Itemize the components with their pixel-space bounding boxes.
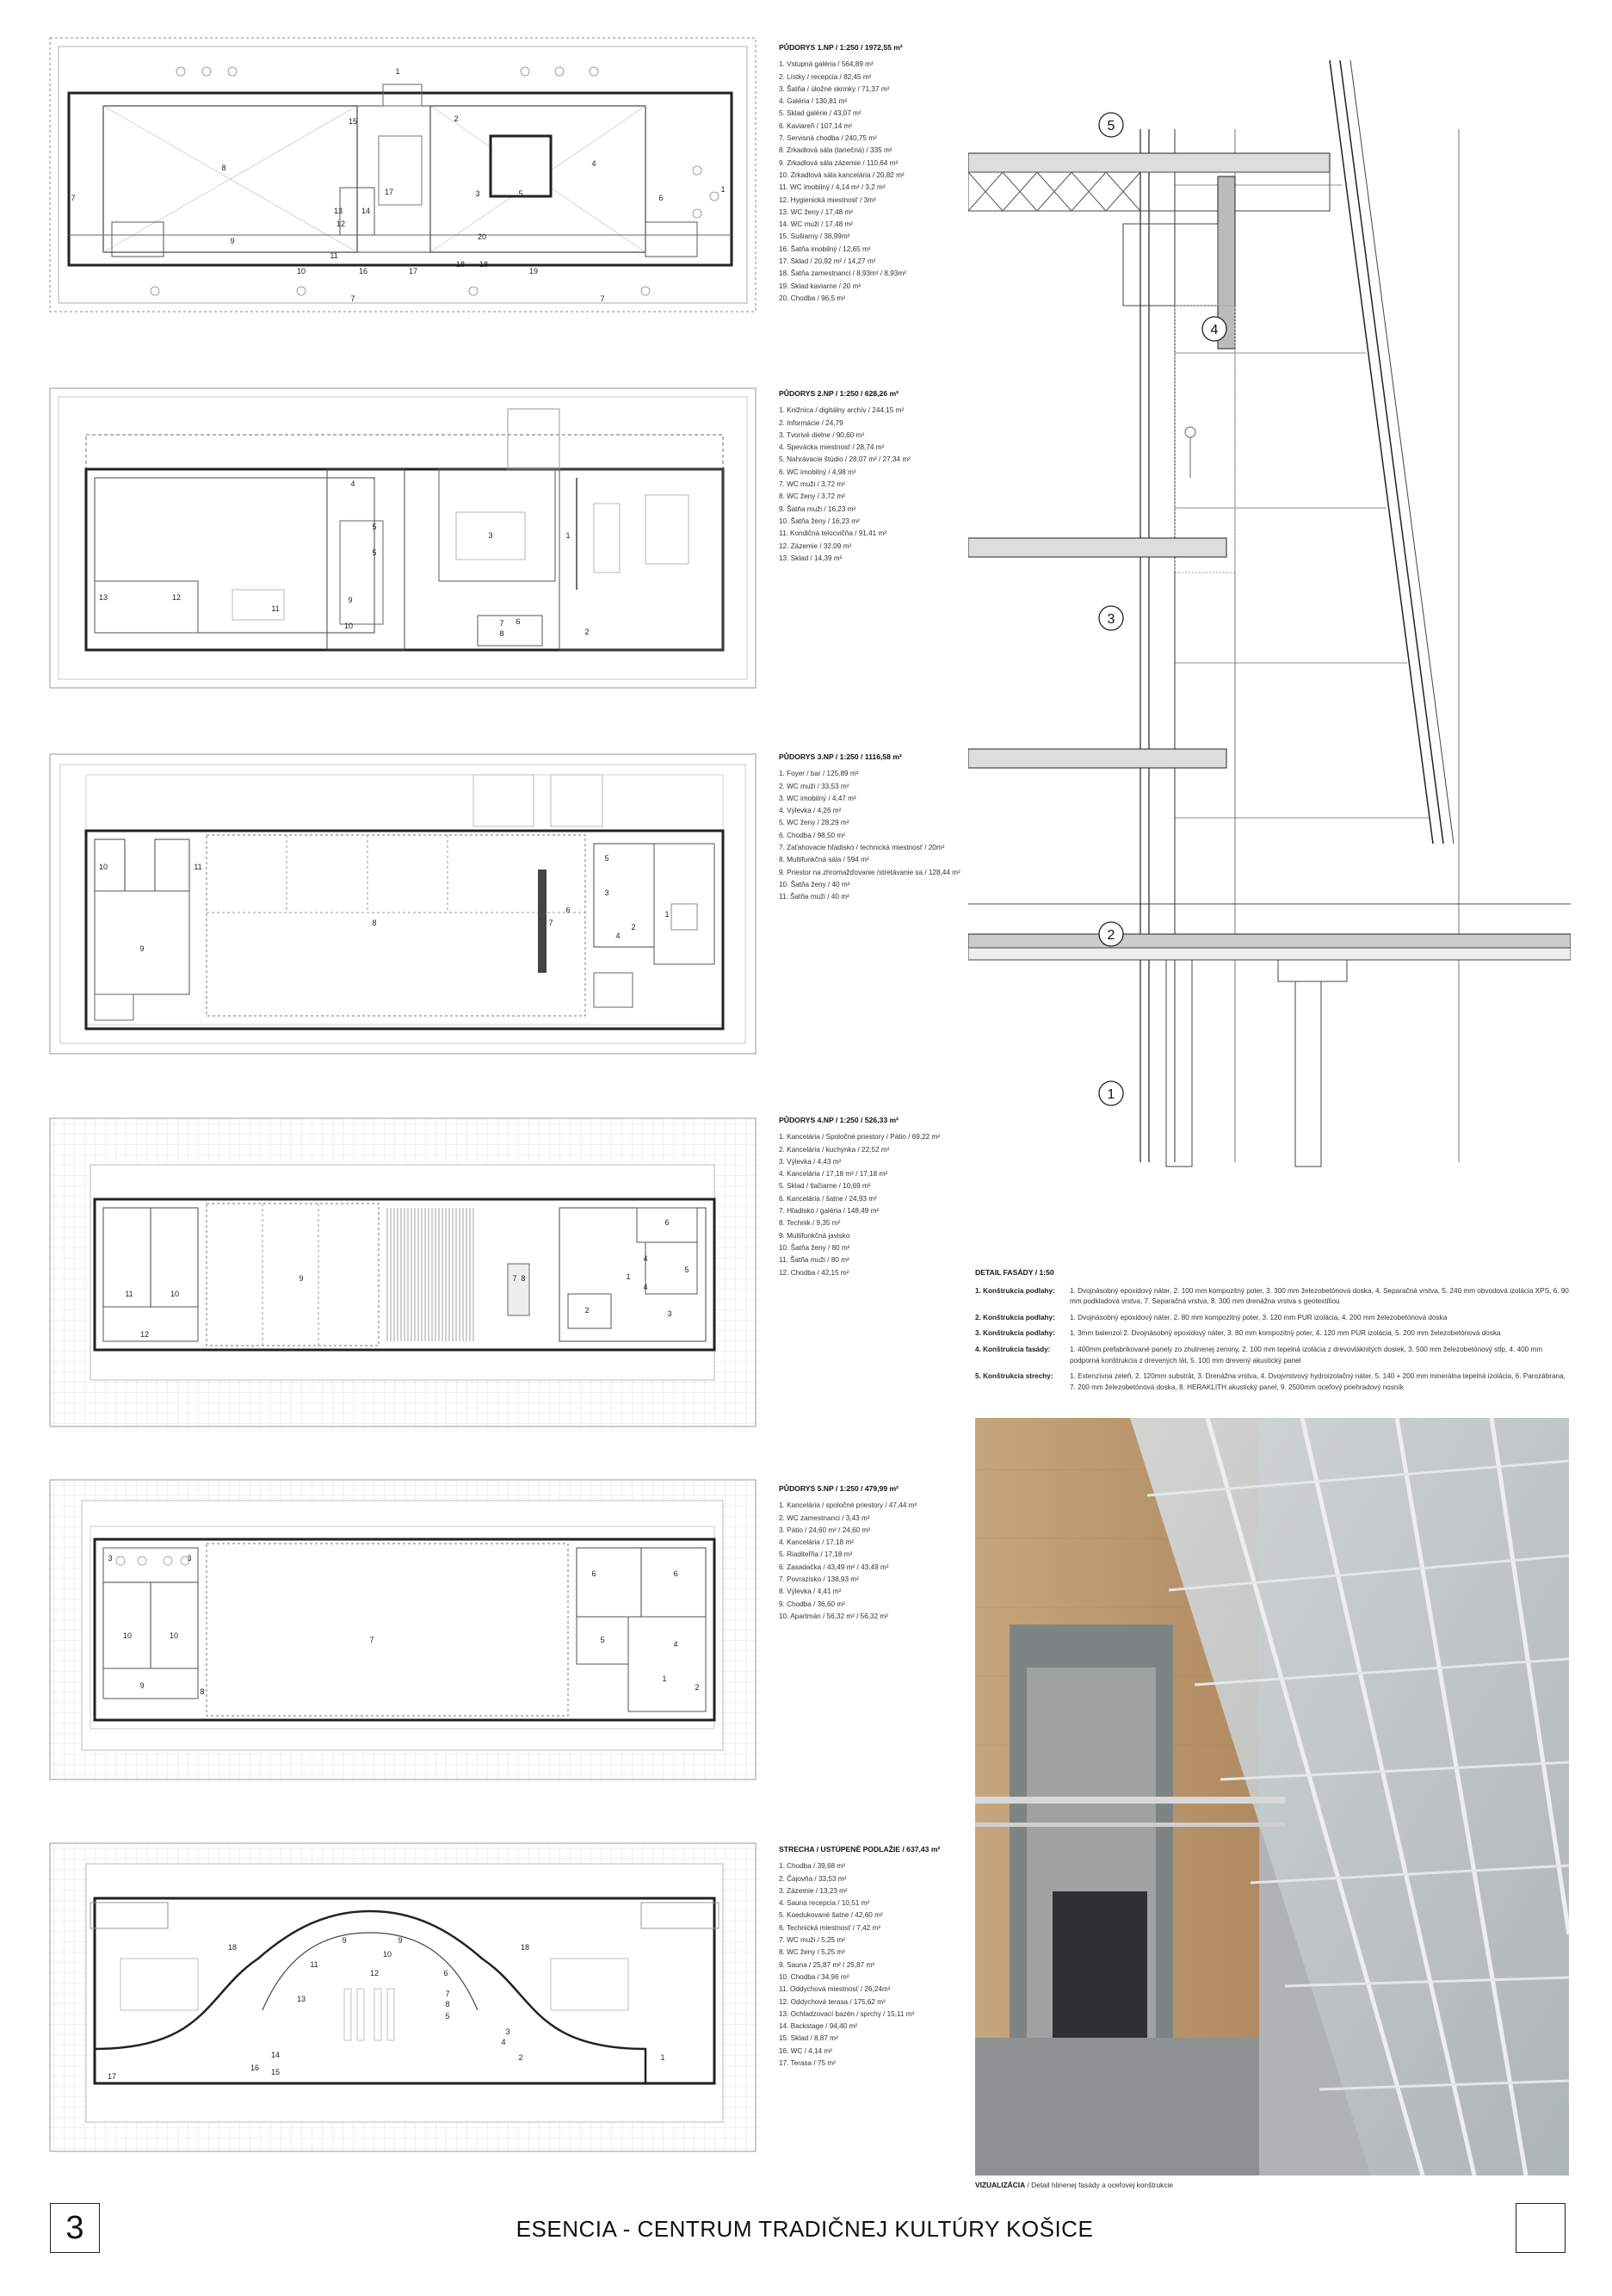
room-list-item: 2. Kancelária / kuchynka / 22,52 m² — [779, 1145, 890, 1154]
plan1-label-17b: 17 — [408, 267, 418, 275]
legend-title: PŮDORYS 1.NP / 1:250 / 1972,55 m² — [779, 43, 903, 52]
room-list-item: 1. Knižnica / digitálny archív / 244,15 m² — [779, 406, 905, 415]
plan4-label-6: 6 — [664, 1218, 670, 1227]
room-list-item: 1. Foyer / bar / 125,89 m² — [779, 770, 859, 778]
detail-key: 2. Konštrukcia podlahy: — [975, 1313, 1055, 1321]
plan3-label-7: 7 — [548, 919, 553, 927]
room-list-item: 18. Šatňa zamestnanci / 8,93m² / 8,93m² — [779, 269, 906, 278]
room-list-item: 10. Zrkadlová sála kancelária / 20,82 m² — [779, 170, 905, 179]
plan1-label-15: 15 — [348, 117, 358, 126]
room-list-item: 10. Chodba / 34,96 m² — [779, 1972, 849, 1981]
plan1-label-18b: 18 — [479, 260, 489, 269]
facade-visualization-image — [975, 1418, 1569, 2175]
plan1-label-10: 10 — [296, 267, 306, 275]
plan2-label-4: 4 — [350, 480, 355, 488]
room-list-item: 3. Tvorivé dielne / 90,60 m² — [779, 430, 865, 439]
plan5-label-2: 2 — [695, 1683, 700, 1692]
roof-label-9b: 9 — [398, 1936, 403, 1945]
plan4-label-4a: 4 — [643, 1254, 648, 1263]
detail-row — [975, 1345, 1569, 1366]
room-list — [779, 1860, 968, 2070]
detail-row — [975, 1328, 1569, 1340]
room-list-item: 20. Chodba / 96,5 m² — [779, 294, 845, 302]
roof-label-17: 17 — [107, 2072, 117, 2081]
room-list-item: 8. Zrkadlová sála (tanečná) / 335 m² — [779, 146, 892, 155]
sheet-number: 3 — [50, 2203, 100, 2253]
plan1-label-17a: 17 — [384, 188, 394, 196]
room-list-item: 6. Kaviareň / 107,14 m² — [779, 121, 853, 130]
room-list — [779, 768, 968, 903]
room-list-item: 2. Čajovňa / 33,53 m² — [779, 1874, 847, 1883]
detail-key: 3. Konštrukcia podlahy: — [975, 1329, 1055, 1338]
plan5-label-10a: 10 — [122, 1631, 133, 1640]
section-marker-2: 2 — [1107, 928, 1115, 943]
room-list-item: 9. Šatňa muži / 16,23 m² — [779, 504, 856, 513]
empty-frame-box — [1516, 2203, 1566, 2253]
detail-row — [975, 1371, 1569, 1393]
roof-label-18b: 18 — [520, 1943, 530, 1952]
legend-1np — [779, 41, 968, 305]
room-list-item: 4. Spevácka miestnosť / 28,74 m² — [779, 443, 885, 452]
roof-label-7: 7 — [445, 1990, 450, 1998]
plan3-label-6: 6 — [565, 906, 571, 914]
plan2-label-6: 6 — [516, 617, 521, 626]
room-list-item: 9. Chodba / 36,60 m² — [779, 1600, 845, 1608]
legend-title: PŮDORYS 5.NP / 1:250 / 479,99 m² — [779, 1484, 899, 1493]
plan2-label-9: 9 — [348, 596, 353, 604]
roof-label-11: 11 — [310, 1960, 318, 1969]
room-list-item: 8. Výlevka / 4,41 m² — [779, 1587, 842, 1596]
room-list-item: 15. Sušiarny / 38,99m² — [779, 232, 850, 241]
legend-3np — [779, 751, 968, 904]
plan1-label-1: 1 — [395, 67, 400, 76]
plan3-label-8: 8 — [372, 919, 377, 927]
room-list — [779, 1131, 968, 1279]
legend-title: PŮDORYS 4.NP / 1:250 / 526,33 m² — [779, 1116, 899, 1124]
room-list-item: 2. Lístky / recepcia / 82,45 m² — [779, 72, 872, 81]
plan2-label-7: 7 — [499, 619, 504, 628]
room-list-item: 7. Povrazisko / 138,93 m² — [779, 1575, 859, 1584]
roof-label-18a: 18 — [227, 1943, 238, 1952]
room-list-item: 14. Backstage / 94,40 m² — [779, 2022, 858, 2031]
plan1-label-20: 20 — [477, 232, 487, 241]
detail-text: 1. Dvojnásobný epoxidový náter, 2. 100 mm kompozitný poter, 3. 300 mm železobetónová doska, 4. Separačná vrstva, 5. 240 mm obvodová izolácia XPS, 6. 90 mm podkladová vrstva, 7. Separačná vrstva, 8. 300 mm drenážna vrstva s geotextíliou — [1070, 1286, 1569, 1306]
plan4-label-1: 1 — [626, 1272, 631, 1281]
plan1-label-4: 4 — [591, 159, 596, 168]
detail-text: 1. 400mm prefabrikované panely zo zhutnenej zeminy, 2. 100 mm tepelná izolácia z drevovláknitých dosiek, 3. 500 mm železobetónový stĺp, 4. 400 mm podporná konštrukcia z drevených lát, 5. 100 mm drevený akustický panel — [1070, 1345, 1543, 1365]
plan1-label-5: 5 — [518, 189, 523, 198]
room-list-item: 3. Zázemie / 13,23 m² — [779, 1886, 848, 1895]
room-list-item: 11. Kondičná telocvičňa / 91,41 m² — [779, 529, 887, 538]
room-list-item: 9. Sauna / 25,87 m² / 25,87 m² — [779, 1960, 875, 1969]
plan3-label-5: 5 — [604, 854, 609, 863]
room-list-item: 4. Galéria / 130,81 m² — [779, 97, 848, 106]
room-list-item: 4. Sauna recepcia / 10,51 m² — [779, 1899, 870, 1908]
plan1-label-7b: 7 — [350, 294, 355, 303]
plan4-label-8: 8 — [521, 1274, 526, 1283]
room-list-item: 11. WC imobilný / 4,14 m² / 3,2 m² — [779, 183, 886, 192]
plan5-label-3a: 3 — [108, 1554, 113, 1563]
room-list-item: 1. Kancelária / Spoločné priestory / Pátio / 69,22 m² — [779, 1133, 941, 1142]
legend-title: STRECHA / USTÚPENÉ PODLAŽIE / 637,43 m² — [779, 1845, 941, 1854]
plan1-label-13: 13 — [333, 207, 343, 215]
room-list — [779, 59, 968, 305]
plan1-label-19: 19 — [528, 267, 539, 275]
room-list-item: 12. Hygienická miestnosť / 3m² — [779, 195, 876, 204]
room-list-item: 2. Informácie / 24,79 — [779, 418, 843, 427]
plan3-label-3: 3 — [604, 888, 609, 897]
plan1-label-1b: 1 — [720, 185, 726, 194]
room-list-item: 6. Kancelária / šatne / 24,93 m² — [779, 1194, 877, 1203]
plan2-label-1: 1 — [565, 531, 571, 540]
plan5-label-3b: 3 — [187, 1554, 192, 1563]
legend-roof — [779, 1843, 968, 2070]
plan1-label-7a: 7 — [71, 194, 76, 202]
caption-label: VIZUALIZÁCIA — [975, 2181, 1026, 2189]
plan5-label-8: 8 — [200, 1687, 205, 1696]
plan4-label-5: 5 — [684, 1266, 689, 1274]
room-list-item: 3. WC imobilný / 4,47 m² — [779, 794, 856, 802]
plan5-label-7: 7 — [369, 1636, 374, 1644]
floor-plan-5np — [43, 1475, 766, 1785]
legend-4np — [779, 1114, 968, 1279]
room-list-item: 2. WC zamestnanci / 3,43 m² — [779, 1513, 870, 1522]
plan2-label-12: 12 — [171, 593, 182, 602]
room-list-item: 2. WC muži / 33,53 m² — [779, 782, 849, 790]
room-list-item: 13. WC ženy / 17,48 m² — [779, 207, 854, 216]
plan4-label-7: 7 — [512, 1274, 517, 1283]
plan5-label-5: 5 — [600, 1636, 605, 1644]
plan3-label-2: 2 — [631, 923, 636, 931]
room-list-item: 6. Technická miestnosť / 7,42 m² — [779, 1923, 881, 1932]
room-list-item: 11. Šatňa muži / 40 m² — [779, 893, 849, 901]
plan5-label-9: 9 — [139, 1681, 145, 1690]
room-list-item: 7. WC muži / 3,72 m² — [779, 480, 845, 489]
plan2-label-13: 13 — [98, 593, 108, 602]
plan1-label-18a: 18 — [455, 260, 466, 269]
plan1-label-2: 2 — [454, 114, 459, 123]
room-list-item: 12. Oddychová terasa / 175,62 m² — [779, 1997, 886, 2006]
floor-plan-2np — [43, 383, 766, 693]
plan4-label-12: 12 — [139, 1330, 150, 1339]
plan1-label-14: 14 — [361, 207, 371, 215]
room-list-item: 6. WC imobilný / 4,98 m² — [779, 467, 856, 476]
room-list-item: 3. Šatňa / úložné skrinky / 71,37 m² — [779, 84, 890, 93]
plan1-label-8: 8 — [221, 164, 226, 172]
roof-label-4: 4 — [501, 2038, 506, 2046]
plan3-label-4: 4 — [615, 931, 621, 940]
plan4-label-10: 10 — [170, 1290, 180, 1298]
detail-key: 5. Konštrukcia strechy: — [975, 1372, 1053, 1381]
roof-label-5: 5 — [445, 2012, 450, 2021]
room-list-item: 7. Zaťahovacie hľadisko / technická miestnosť / 20m² — [779, 844, 945, 852]
room-list-item: 12. Chodba / 42,15 m² — [779, 1268, 849, 1277]
legend-title: PŮDORYS 2.NP / 1:250 / 628,26 m² — [779, 389, 899, 398]
detail-text: 1. Dvojnásobný epoxidový náter, 2. 80 mm kompozitný poter, 3. 120 mm PUR izolácia, 4. 200 mm železobetónová doska — [1070, 1313, 1448, 1321]
plan1-label-3: 3 — [475, 189, 480, 198]
room-list-item: 1. Chodba / 39,68 m² — [779, 1862, 845, 1871]
page-title: ESENCIA - CENTRUM TRADIČNEJ KULTÚRY KOŠICE — [516, 2216, 1094, 2242]
detail-text: 1. 3mm balenzol 2. Dvojnásobný epoxidový náter, 3. 80 mm kompozitný poter, 4. 120 mm PUR izolácia, 5. 200 mm železobetónová doska — [1070, 1329, 1501, 1338]
plan1-label-12: 12 — [336, 220, 346, 228]
plan2-label-5b: 5 — [372, 548, 377, 557]
plan5-label-1: 1 — [662, 1674, 667, 1683]
plan2-label-8: 8 — [499, 629, 504, 638]
detail-row — [975, 1313, 1569, 1324]
detail-title: DETAIL FASÁDY / 1:50 — [975, 1268, 1054, 1277]
plan4-label-3: 3 — [667, 1309, 672, 1318]
section-marker-1: 1 — [1107, 1087, 1115, 1102]
plan2-label-10: 10 — [343, 622, 354, 630]
roof-label-13: 13 — [296, 1995, 306, 2003]
floor-plan-4np — [43, 1113, 766, 1432]
plan3-label-1: 1 — [664, 910, 670, 919]
plan5-label-6b: 6 — [673, 1569, 678, 1578]
room-list-item: 9. Priestor na zhromažďovanie /stretávanie sa / 128,44 m² — [779, 868, 960, 876]
room-list-item: 5. Riaditeľňa / 17,18 m² — [779, 1550, 853, 1559]
room-list — [779, 1500, 968, 1623]
room-list-item: 19. Sklad kaviarne / 20 m² — [779, 282, 862, 290]
room-list-item: 10. Šatňa ženy / 40 m² — [779, 880, 850, 888]
legend-5np — [779, 1482, 968, 1623]
roof-label-6: 6 — [443, 1969, 448, 1977]
room-list-item: 5. Koedukované šatne / 42,60 m² — [779, 1911, 883, 1920]
floor-plan-3np — [43, 749, 766, 1059]
room-list-item: 1. Kancelária / spoločné priestory / 47,44 m² — [779, 1501, 917, 1510]
plan4-label-4b: 4 — [643, 1283, 648, 1291]
roof-label-1: 1 — [660, 2053, 665, 2062]
section-marker-4: 4 — [1210, 323, 1219, 337]
facade-detail-notes — [975, 1267, 1569, 1398]
room-list-item: 4. Kancelária / 17,18 m² / 17,18 m² — [779, 1170, 888, 1179]
plan3-label-9: 9 — [139, 944, 145, 953]
room-list-item: 8. WC ženy / 5,25 m² — [779, 1948, 845, 1957]
legend-title: PŮDORYS 3.NP / 1:250 / 1116,58 m² — [779, 752, 902, 761]
room-list-item: 3. Pátio / 24,60 m² / 24,60 m² — [779, 1526, 871, 1534]
room-list-item: 1. Vstupná galéria / 564,89 m² — [779, 60, 874, 69]
room-list-item: 8. Technik / 9,35 m² — [779, 1219, 841, 1228]
room-list-item: 11. Šatňa muži / 80 m² — [779, 1256, 849, 1265]
room-list-item: 14. WC muži / 17,48 m² — [779, 220, 853, 229]
detail-key: 4. Konštrukcia fasády: — [975, 1345, 1051, 1353]
roof-label-14: 14 — [270, 2051, 281, 2059]
plan3-label-11: 11 — [194, 863, 202, 871]
roof-label-8: 8 — [445, 2000, 450, 2008]
room-list-item: 16. WC / 4,14 m² — [779, 2046, 832, 2055]
room-list-item: 5. Sklad / tlačiarne / 10,69 m² — [779, 1182, 871, 1191]
room-list-item: 11. Oddychová miestnosť / 26,24m² — [779, 1985, 891, 1994]
room-list-item: 17. Terasa / 75 m² — [779, 2059, 836, 2068]
detail-text: 1. Extenzívna zeleň, 2. 120mm substrát, 3. Drenážna vrstva, 4. Dvojvrstvový hydroizolačný náter, 5. 140 + 200 mm minerálna tepelná izolácia, 6. Parozábrana, 7. 200 mm železobetónová doska, 8. HERAKLITH akustický panel, 9. 2500mm oceľový priehradový nosník — [1070, 1372, 1566, 1391]
room-list-item: 6. Chodba / 98,50 m² — [779, 831, 845, 839]
plan4-label-2: 2 — [584, 1306, 590, 1315]
room-list-item: 7. Servisná chodba / 240,75 m² — [779, 134, 877, 143]
room-list-item: 17. Sklad / 20,92 m² / 14,27 m² — [779, 257, 876, 266]
plan3-label-10: 10 — [98, 863, 108, 871]
roof-label-2: 2 — [518, 2053, 523, 2062]
room-list-item: 9. Zrkadlová sála zázemie / 110,64 m² — [779, 158, 899, 167]
room-list-item: 5. Nahrávacie štúdio / 28,07 m² / 27,34 m² — [779, 455, 911, 464]
plan2-label-5a: 5 — [372, 523, 377, 531]
room-list-item: 6. Zasadačka / 43,49 m² / 43,49 m² — [779, 1563, 889, 1571]
visualization-caption — [975, 2181, 1173, 2189]
section-marker-5: 5 — [1107, 119, 1115, 133]
plan1-label-7c: 7 — [600, 294, 605, 303]
plan4-label-11: 11 — [125, 1290, 133, 1298]
legend-2np — [779, 387, 968, 565]
plan2-label-11: 11 — [271, 604, 280, 613]
plan1-label-6: 6 — [658, 194, 664, 202]
room-list-item: 16. Šatňa imobilný / 12,65 m² — [779, 244, 871, 253]
roof-label-16: 16 — [250, 2064, 260, 2072]
floor-plan-roof — [43, 1838, 766, 2157]
plan2-label-3: 3 — [488, 531, 493, 540]
plan4-label-9: 9 — [299, 1274, 304, 1283]
room-list-item: 13. Sklad / 14,39 m² — [779, 554, 843, 562]
room-list-item: 5. WC ženy / 28,29 m² — [779, 819, 849, 827]
plan5-label-10b: 10 — [169, 1631, 179, 1640]
roof-label-15: 15 — [270, 2068, 281, 2076]
floor-plan-1np — [43, 33, 766, 317]
detail-key: 1. Konštrukcia podlahy: — [975, 1286, 1055, 1295]
plan1-label-16: 16 — [358, 267, 368, 275]
plan1-label-9: 9 — [230, 237, 235, 245]
room-list-item: 8. Multifunkčná sála / 594 m² — [779, 856, 869, 864]
room-list-item: 13. Ochladzovací bazén / sprchy / 15,11 m² — [779, 2009, 915, 2018]
plan1-label-11: 11 — [330, 251, 338, 260]
room-list-item: 7. WC muži / 5,25 m² — [779, 1936, 845, 1945]
room-list-item: 7. Hľadisko / galéria / 148,49 m² — [779, 1207, 880, 1216]
room-list-item: 10. Apartmán / 56,32 m² / 56,32 m² — [779, 1612, 888, 1620]
room-list-item: 4. Kancelária / 17,18 m² — [779, 1538, 854, 1547]
caption-text: / Detail hlinenej fasády a oceľovej konštrukcie — [1025, 2181, 1174, 2189]
detail-row — [975, 1286, 1569, 1308]
plan2-label-2: 2 — [584, 628, 590, 636]
section-marker-3: 3 — [1107, 612, 1115, 627]
room-list — [779, 405, 968, 565]
roof-label-12: 12 — [369, 1969, 380, 1977]
room-list-item: 10. Šatňa ženy / 80 m² — [779, 1243, 850, 1252]
facade-section-drawing — [968, 43, 1571, 1257]
room-list-item: 12. Zázemie / 32,09 m² — [779, 542, 852, 550]
room-list-item: 9. Multifunkčná javisko — [779, 1231, 850, 1240]
room-list-item: 3. Výlevka / 4,43 m² — [779, 1157, 842, 1166]
room-list-item: 15. Sklad / 8,87 m² — [779, 2034, 838, 2043]
plan5-label-6a: 6 — [591, 1569, 596, 1578]
roof-label-10: 10 — [382, 1950, 392, 1959]
roof-label-3: 3 — [505, 2027, 510, 2036]
room-list-item: 5. Sklad galérie / 43,07 m² — [779, 109, 862, 118]
room-list-item: 8. WC ženy / 3,72 m² — [779, 492, 845, 501]
room-list-item: 4. Výlevka / 4,26 m² — [779, 807, 842, 815]
roof-label-9a: 9 — [342, 1936, 347, 1945]
room-list-item: 10. Šatňa ženy / 16,23 m² — [779, 517, 860, 525]
plan5-label-4: 4 — [673, 1640, 678, 1649]
